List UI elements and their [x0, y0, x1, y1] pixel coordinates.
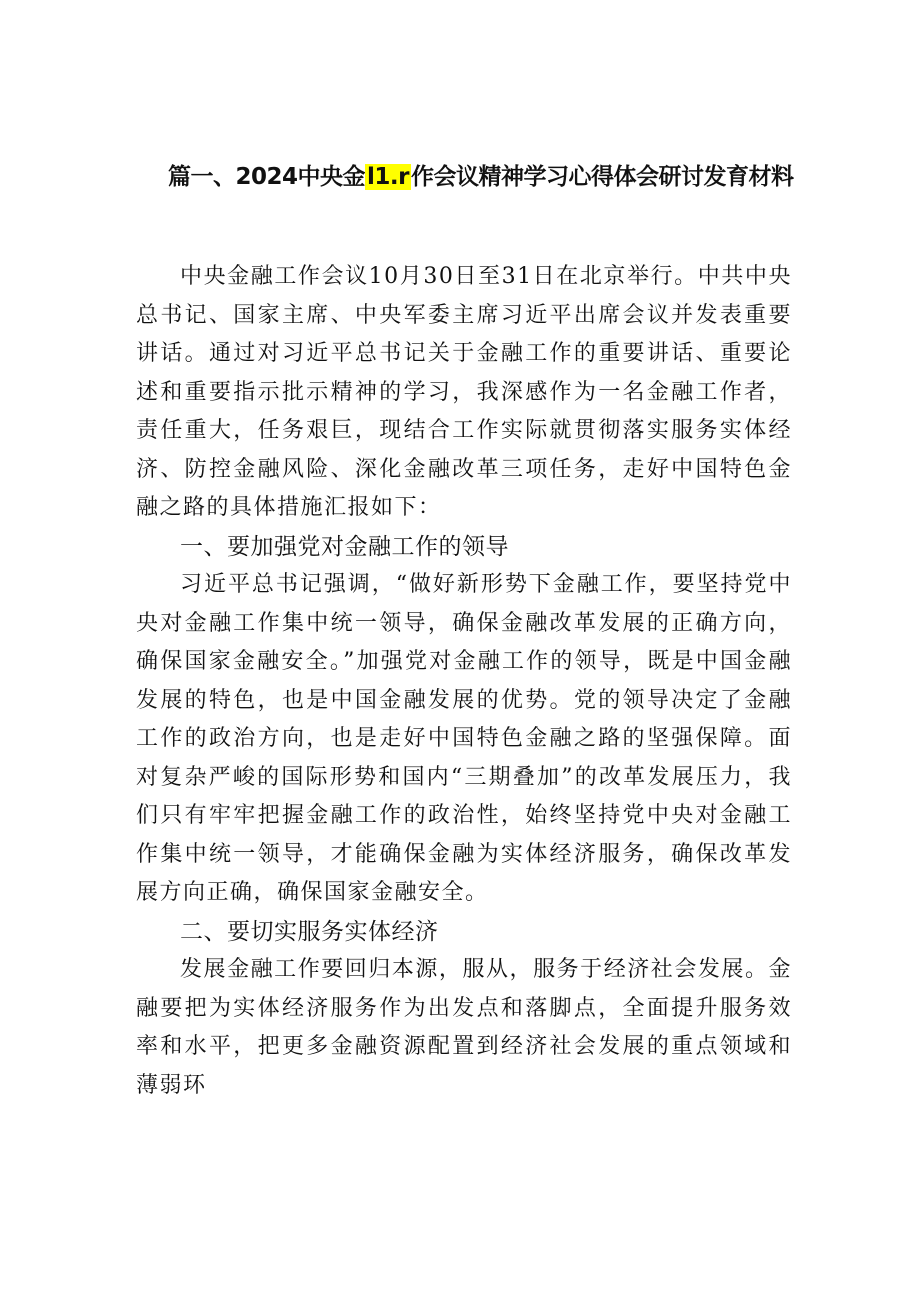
section2-heading: 二、要切实服务实体经济 [180, 918, 439, 945]
section1-heading: 一、要加强党对金融工作的领导 [180, 533, 509, 560]
title-highlight: l1.r [367, 164, 409, 190]
document-body [136, 258, 792, 1105]
title-suffix: 作会议精神学习心得体会研讨发育材料 [410, 164, 794, 190]
section1-paragraph: 习近平总书记强调，“做好新形势下金融工作，要坚持党中央对金融工作集中统一领导，确保金融改革发展的正确方向，确保国家金融安全。”加强党对金融工作的领导，既是中国金融发展的特色，也是中国金融发展的优势。党的领导决定了金融工作的政治方向，也是走好中国特色金融之路的坚强保障。面对复杂严峻的国际形势和国内“三期叠加”的改革发展压力，我们只有牢牢把握金融工作的政治性，始终坚持党中央对金融工作集中统一领导，才能确保金融为实体经济服务，确保改革发展方向正确，确保国家金融安全。 [136, 572, 792, 905]
section2-paragraph: 发展金融工作要回归本源，服从，服务于经济社会发展。金融要把为实体经济服务作为出发点和落脚点，全面提升服务效率和水平，把更多金融资源配置到经济社会发展的重点领域和薄弱环 [136, 957, 792, 1098]
document-title [168, 158, 808, 196]
intro-paragraph: 中央金融工作会议10月30日至31日在北京举行。中共中央总书记、国家主席、中央军委主席习近平出席会议并发表重要讲话。通过对习近平总书记关于金融工作的重要讲话、重要论述和重要指示批示精神的学习，我深感作为一名金融工作者，责任重大，任务艰巨，现结合工作实际就贯彻落实服务实体经济、防控金融风险、深化金融改革三项任务，走好中国特色金融之路的具体措施汇报如下： [136, 264, 792, 520]
title-prefix: 篇一、2024中央金 [168, 164, 366, 190]
